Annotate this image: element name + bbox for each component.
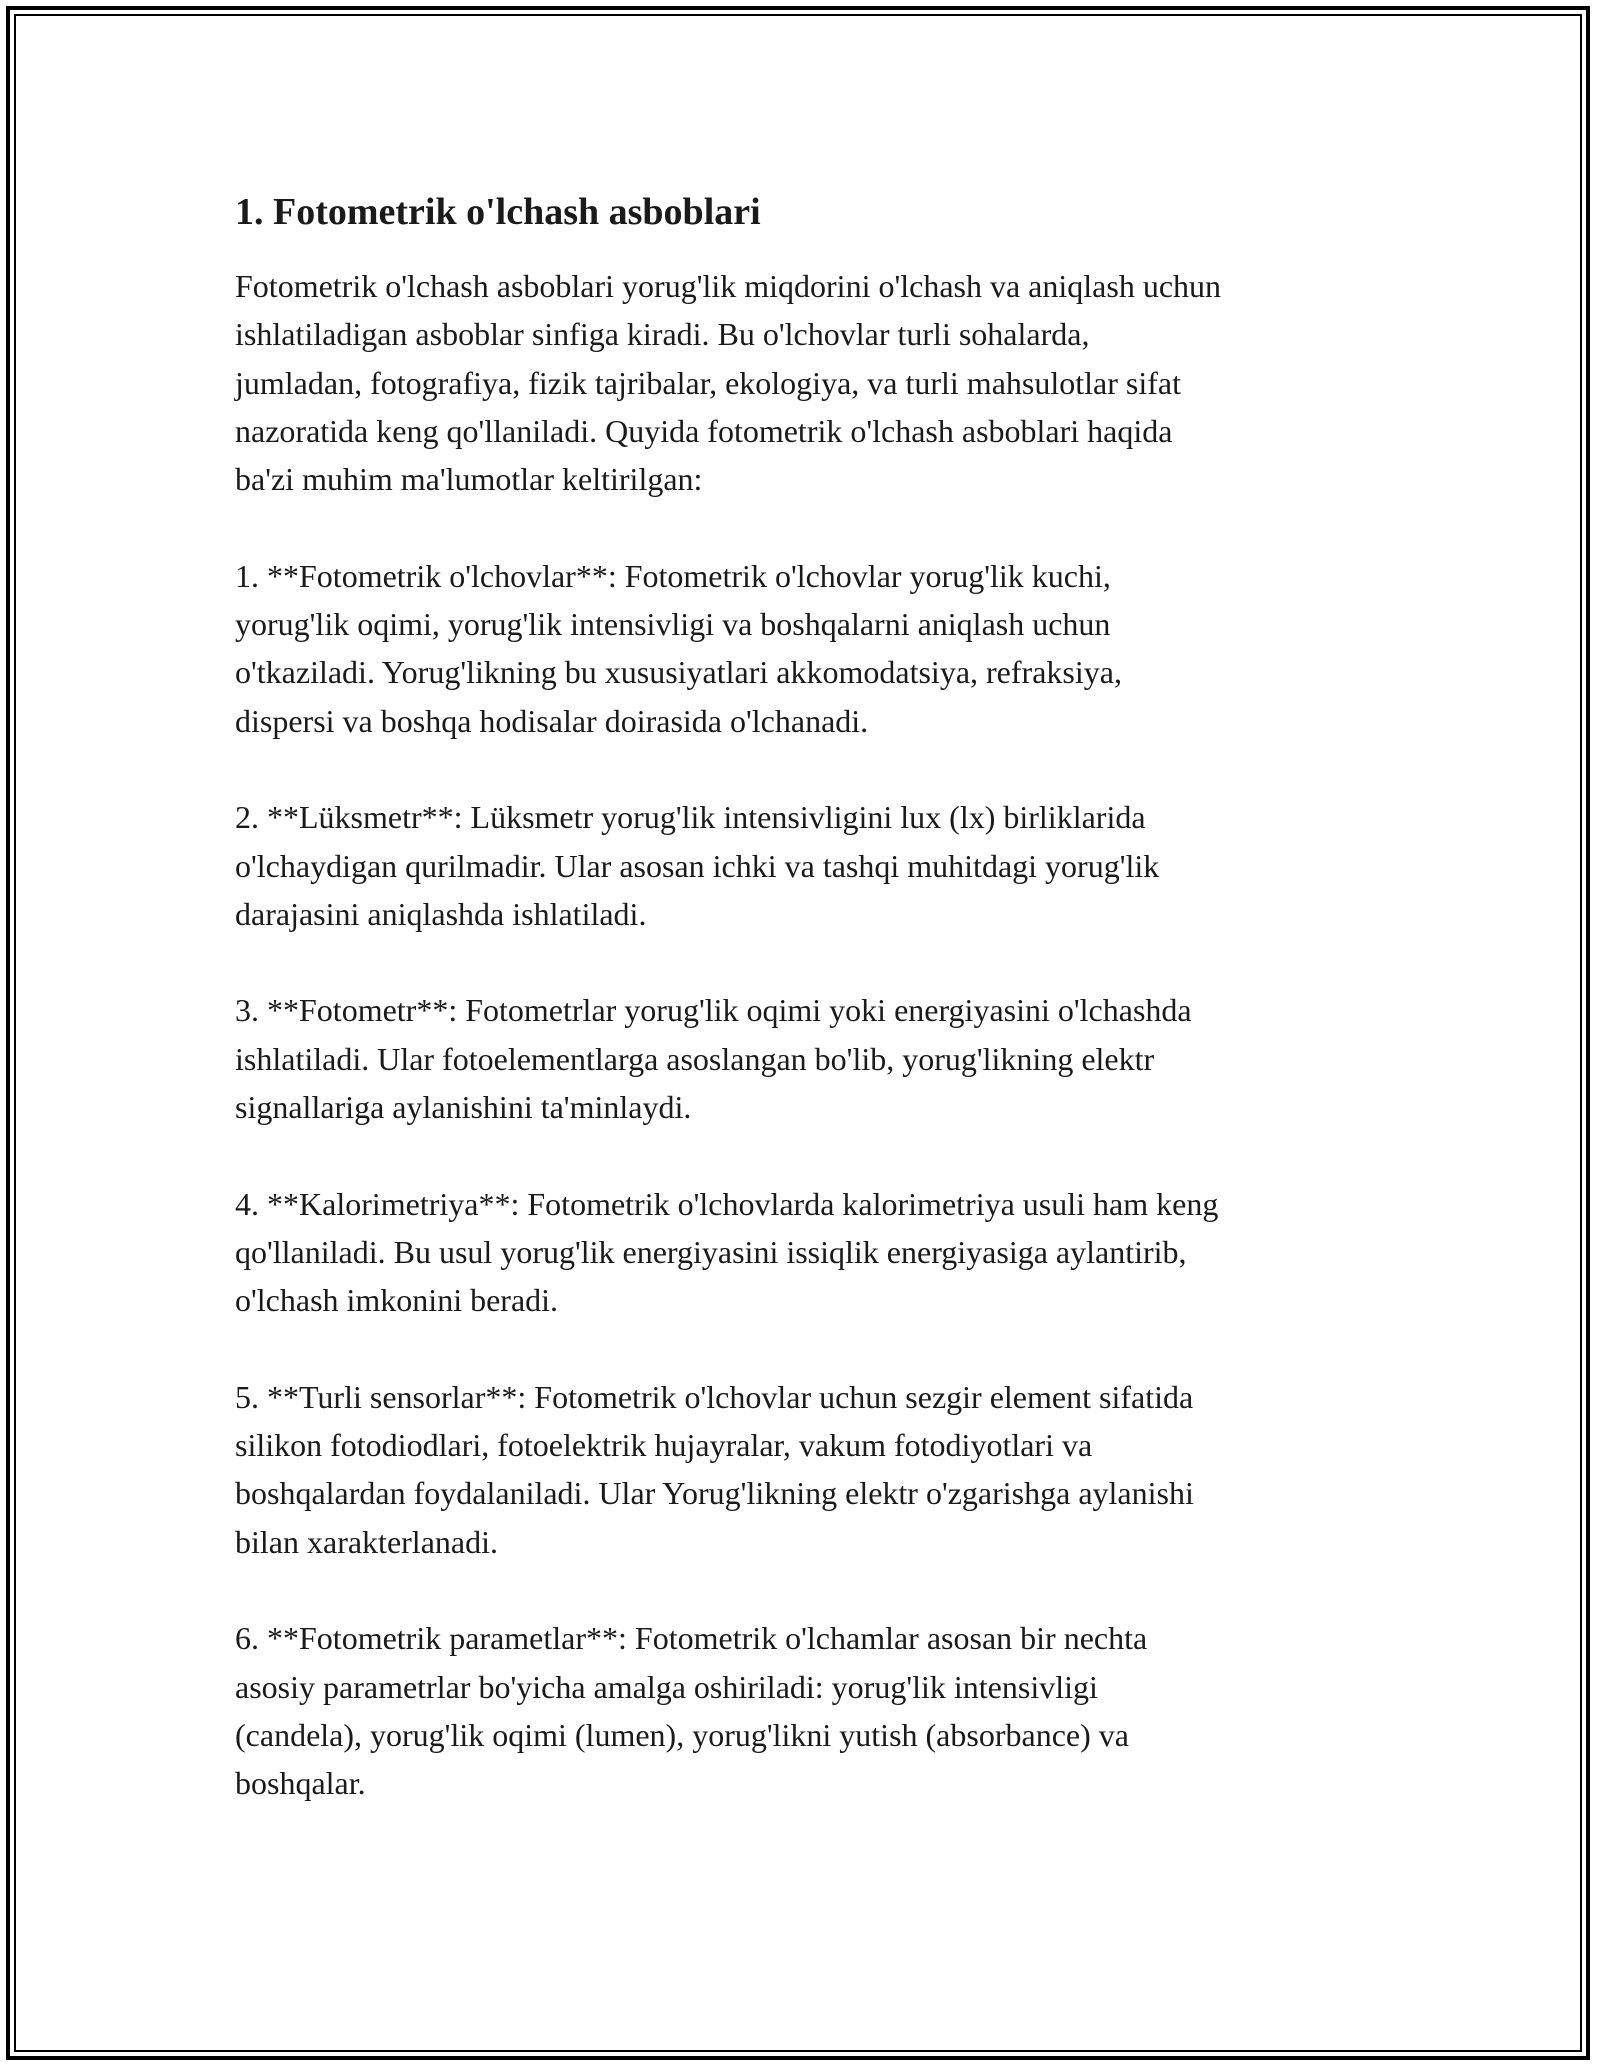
list-item-4: 4. **Kalorimetriya**: Fotometrik o'lchovlarda kalorimetriya usuli ham keng qo'llaniladi. Bu usul yorug'lik energiyasini issiqlik energiyasiga aylantirib, o'lchash imkonini beradi. bbox=[235, 1185, 1219, 1319]
list-item-5: 5. **Turli sensorlar**: Fotometrik o'lchovlar uchun sezgir element sifatida silikon fotodiodlari, fotoelektrik hujayralar, vakum fotodiyotlari va boshqalardan foydalaniladi. Ular Yorug'likning elektr o'zgarishga aylanishi bilan xarakterlanadi. bbox=[235, 1378, 1194, 1560]
list-item-6: 6. **Fotometrik parametlar**: Fotometrik o'lchamlar asosan bir nechta asosiy parametrlar bo'yicha amalga oshiriladi: yorug'lik intensivligi (candela), yorug'lik oqimi (lumen), yorug'likni yutish (absorbance) va boshqalar. bbox=[235, 1620, 1148, 1802]
intro-paragraph: Fotometrik o'lchash asboblari yorug'lik miqdorini o'lchash va aniqlash uchun ishlatiladigan asboblar sinfiga kiradi. Bu o'lchovlar turli sohalarda, jumladan, fotografiya, fizik tajribalar, ekologiya, va turli mahsulotlar sifat nazoratida keng qo'llaniladi. Quyida fotometrik o'lchash asboblari haqida ba'zi muhim ma'lumotlar keltirilgan: bbox=[235, 268, 1222, 498]
document-title: 1. Fotometrik o'lchash asboblari bbox=[235, 191, 761, 233]
list-item-2: 2. **Lüksmetr**: Lüksmetr yorug'lik intensivligini lux (lx) birliklarida o'lchaydigan qurilmadir. Ular asosan ichki va tashqi muhitdagi yorug'lik darajasini aniqlashda ishlatiladi. bbox=[235, 799, 1160, 932]
list-item-1: 1. **Fotometrik o'lchovlar**: Fotometrik o'lchovlar yorug'lik kuchi, yorug'lik oqimi, yorug'lik intensivligi va boshqalarni aniqlash uchun o'tkaziladi. Yorug'likning bu xususiyatlari akkomodatsiya, refraksiya, dispersi va boshqa hodisalar doirasida o'lchanadi. bbox=[235, 557, 1122, 739]
list-item-3: 3. **Fotometr**: Fotometrlar yorug'lik oqimi yoki energiyasini o'lchashda ishlatiladi. Ular fotoelementlarga asoslangan bo'lib, yorug'likning elektr signallariga aylanishini ta'minlaydi. bbox=[235, 992, 1192, 1126]
document-body bbox=[235, 184, 1375, 1856]
